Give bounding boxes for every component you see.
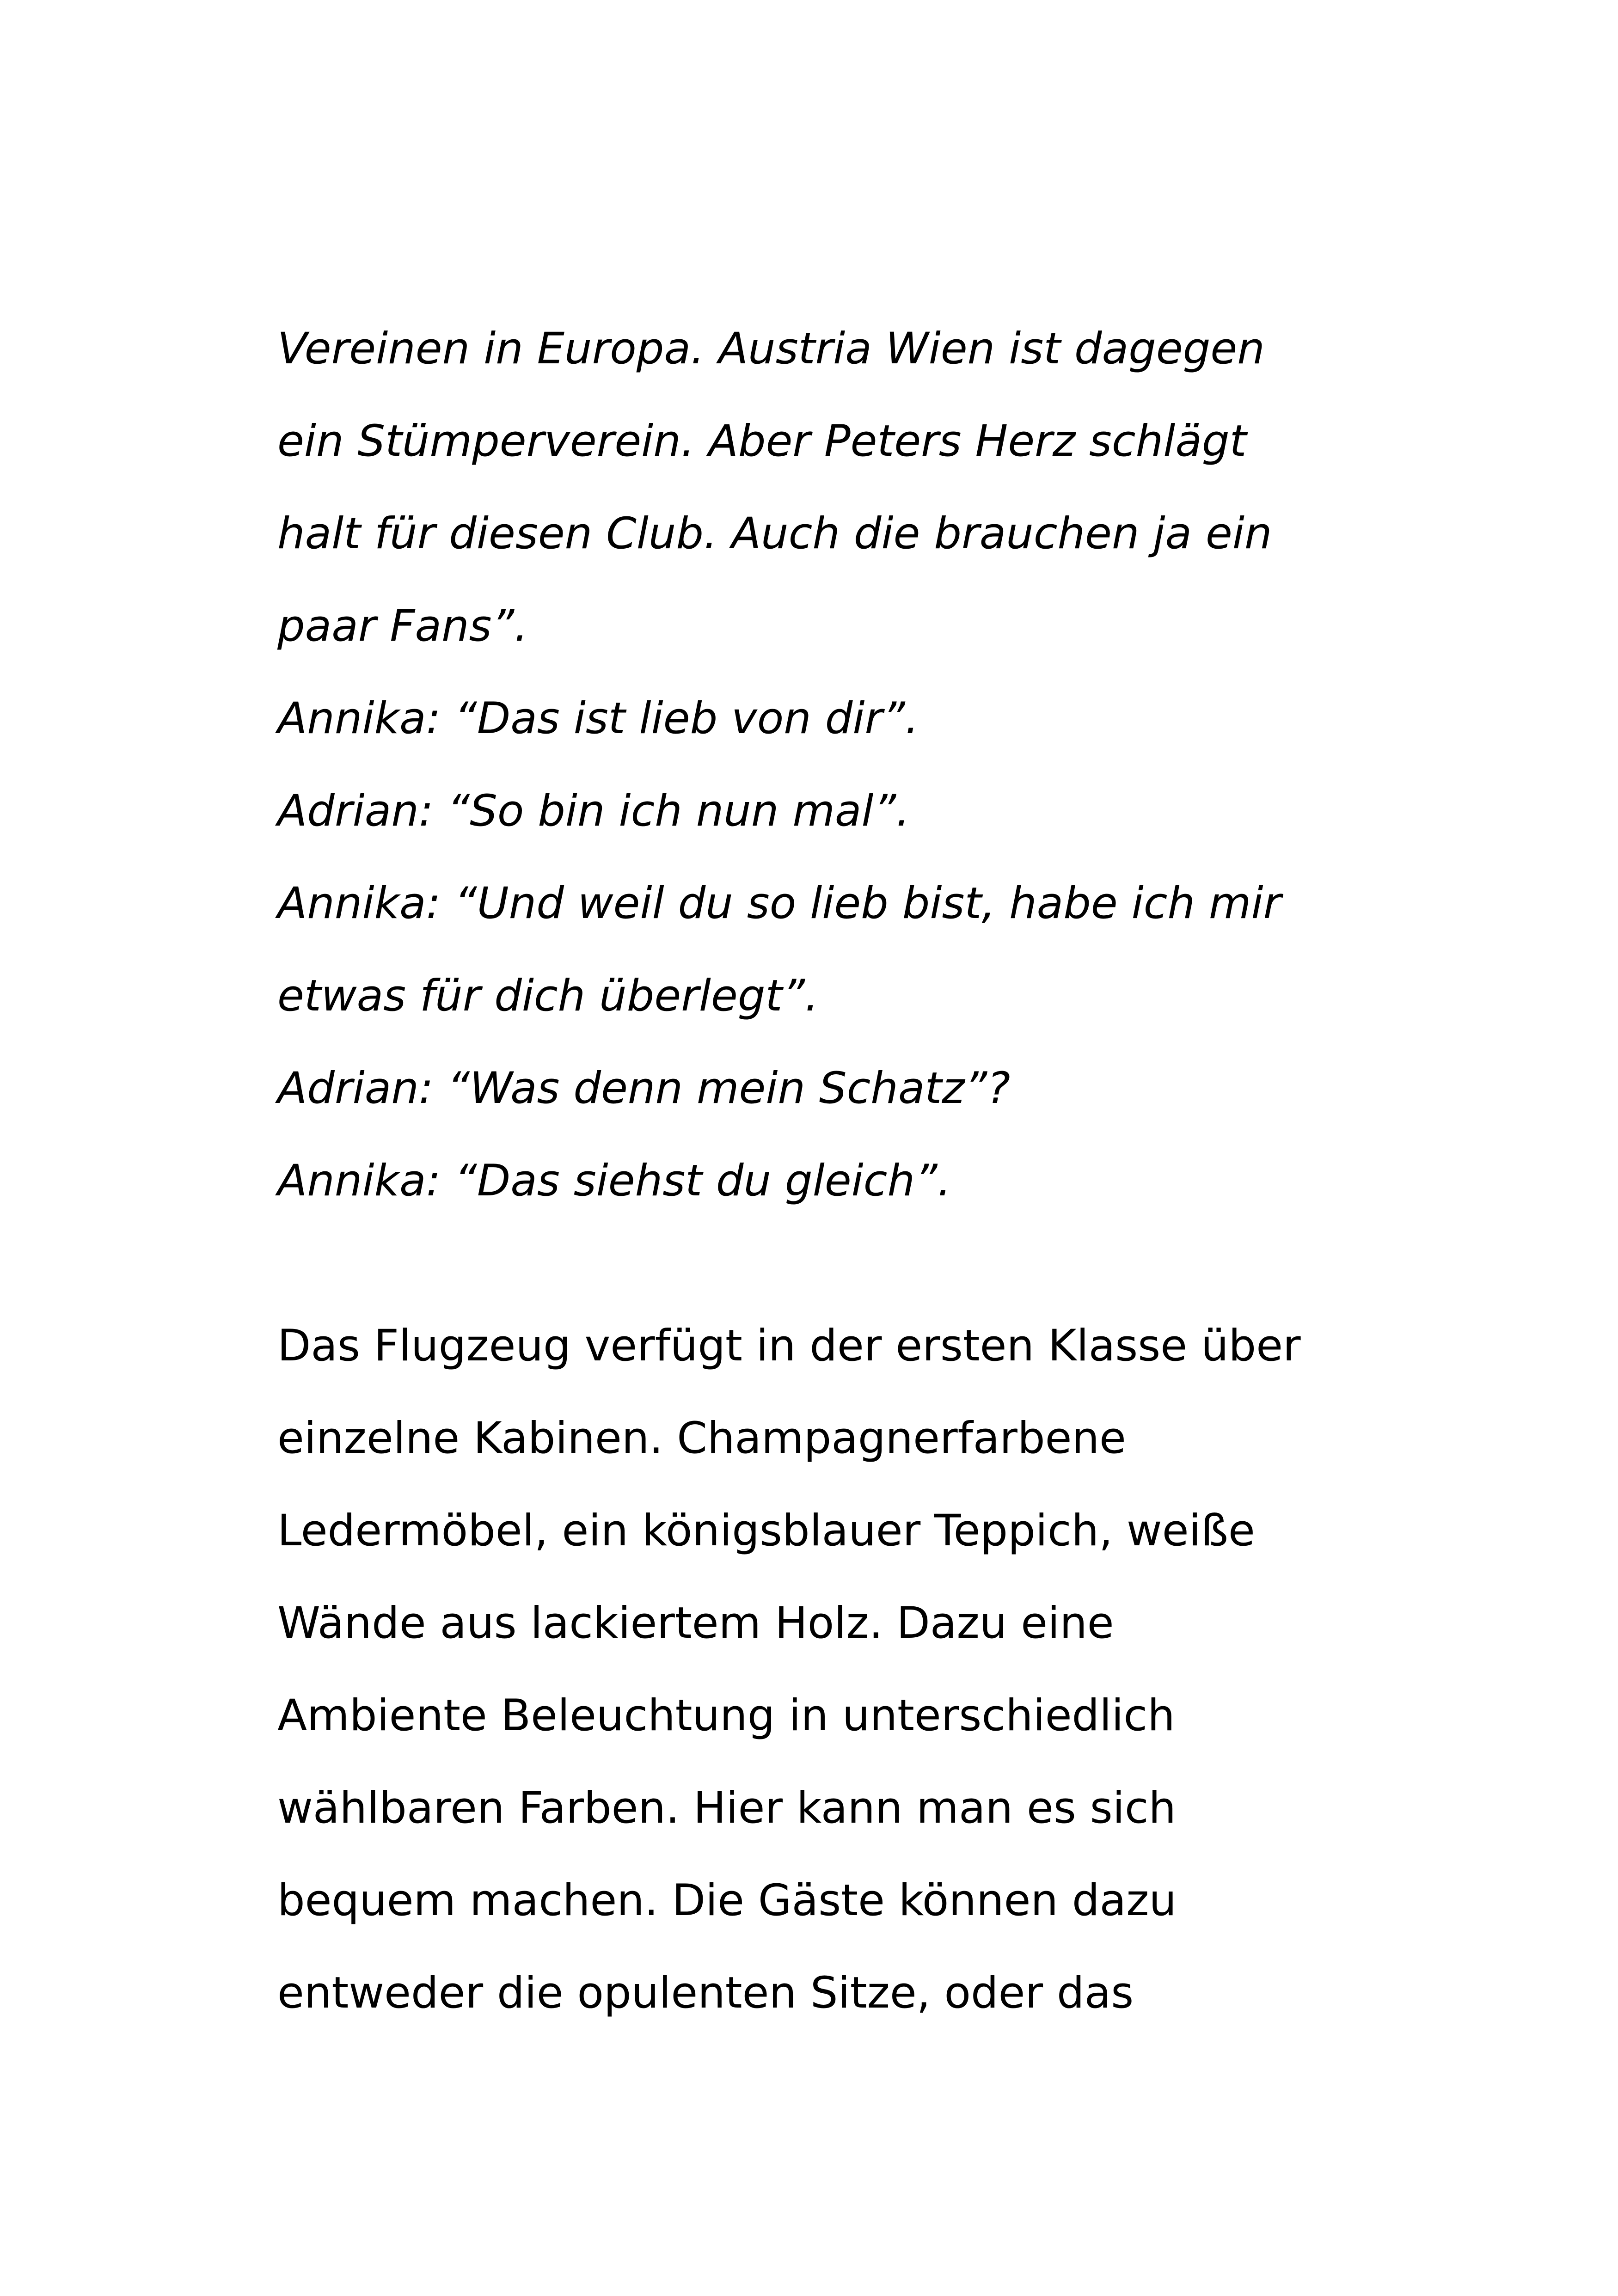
narrative-line: Ledermöbel, ein königsblauer Teppich, weiße [277,1506,1255,1556]
dialogue-line: etwas für dich überlegt”. [277,971,819,1021]
narrative-paragraph [277,1300,1433,2039]
narrative-line: Ambiente Beleuchtung in unterschiedlich [277,1690,1175,1741]
narrative-line: Wände aus lackiertem Holz. Dazu eine [277,1598,1114,1648]
dialogue-line: ein Stümperverein. Aber Peters Herz schlägt [277,416,1247,466]
dialogue-line: halt für diesen Club. Auch die brauchen ja ein [277,508,1272,559]
dialogue-line: Adrian: “So bin ich nun mal”. [277,786,910,836]
dialogue-line: Vereinen in Europa. Austria Wien ist dagegen [277,324,1265,374]
dialogue-line: Annika: “Das siehst du gleich”. [277,1156,951,1206]
dialogue-line: Annika: “Und weil du so lieb bist, habe ich mir [277,878,1281,929]
dialogue-line: Adrian: “Was denn mein Schatz”? [277,1063,1011,1114]
narrative-line: einzelne Kabinen. Champagnerfarbene [277,1413,1126,1463]
narrative-line: entweder die opulenten Sitze, oder das [277,1968,1134,2018]
dialogue-line: Annika: “Das ist lieb von dir”. [277,693,919,744]
dialogue-paragraph [277,303,1433,1227]
narrative-line: Das Flugzeug verfügt in der ersten Klasse über [277,1321,1301,1371]
dialogue-line: paar Fans”. [277,601,528,651]
narrative-line: bequem machen. Die Gäste können dazu [277,1875,1177,1926]
narrative-line: wählbaren Farben. Hier kann man es sich [277,1783,1177,1833]
